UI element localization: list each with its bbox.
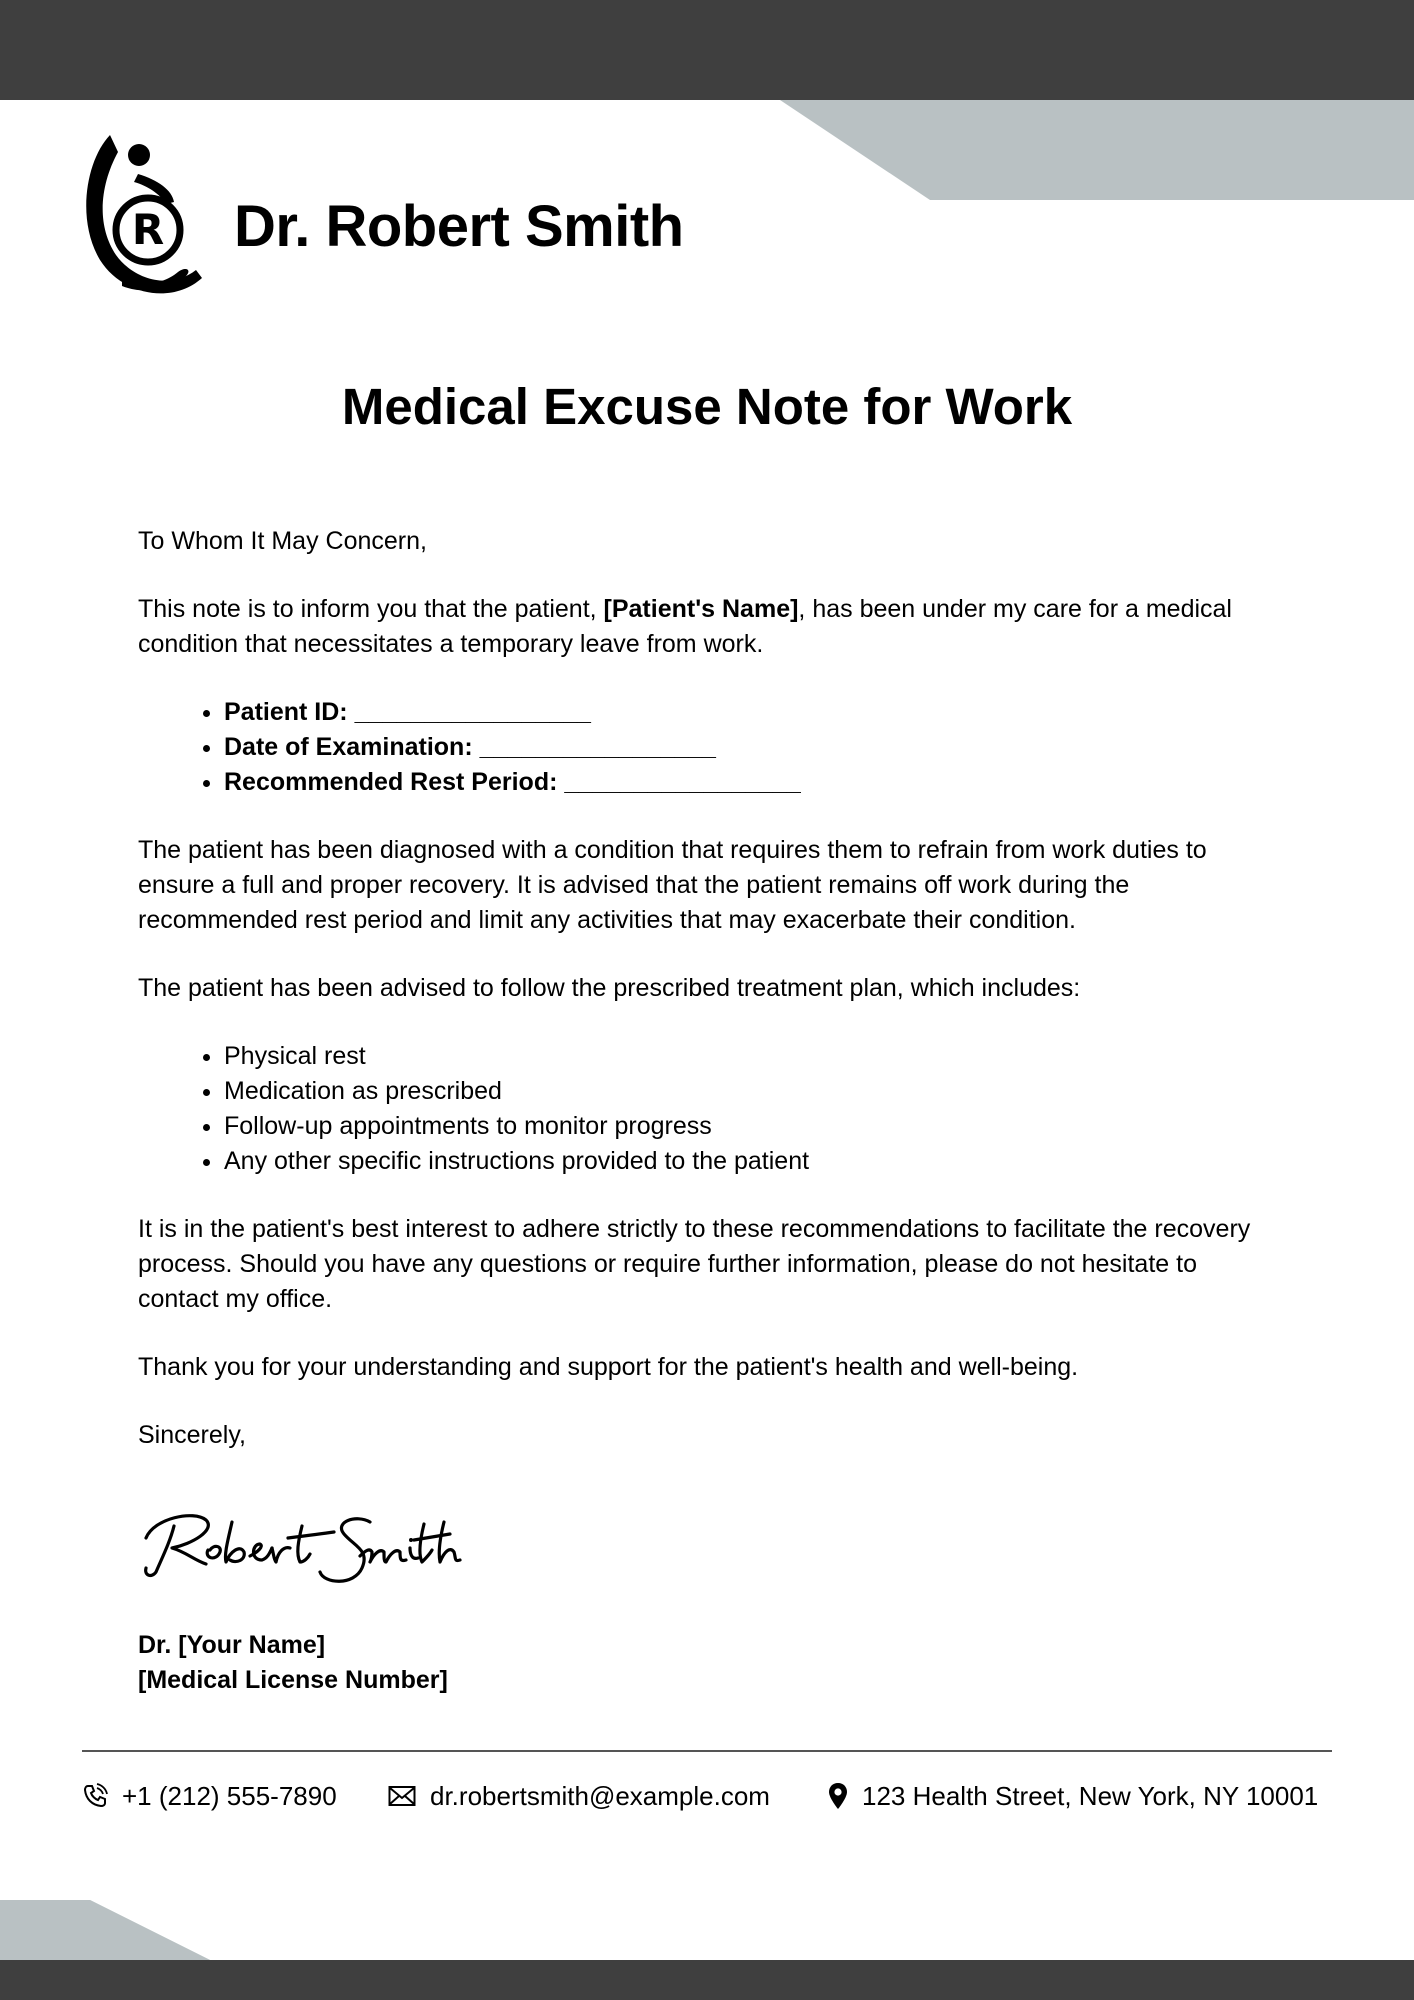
email-address: dr.robertsmith@example.com (430, 1781, 770, 1811)
best-interest-paragraph: It is in the patient's best interest to adhere strictly to these recommendations to facilitate the recovery process. Should you have any questions or require further information, please do not hesitate to contact my office. (138, 1215, 1251, 1313)
handwritten-signature (134, 1492, 464, 1592)
diagnosis-paragraph: The patient has been diagnosed with a condition that requires them to refrain from work duties to ensure a full and proper recovery. It is advised that the patient remains off work during the recommended rest period and limit any activities that may exacerbate their condition. (138, 836, 1207, 934)
footer-divider (82, 1750, 1332, 1752)
mail-icon (388, 1785, 416, 1807)
contact-address (828, 1778, 1318, 1814)
list-item: • Medication as prescribed (224, 1074, 1278, 1109)
intro-text-after: , has been under my care for a medical condition that necessitates a temporary leave from work. (138, 595, 1232, 658)
contact-email (388, 1778, 770, 1814)
list-item: • Any other specific instructions provided to the patient (224, 1144, 1278, 1179)
thanks-paragraph: Thank you for your understanding and support for the patient's health and well-being. (138, 1353, 1079, 1381)
doctor-name: Dr. Robert Smith (234, 194, 684, 259)
patient-name-placeholder: [Patient's Name] (603, 595, 799, 623)
list-item: • Physical rest (224, 1039, 1278, 1074)
document-title: Medical Excuse Note for Work (341, 378, 1073, 435)
location-pin-icon (828, 1782, 848, 1810)
header-accent-shape (0, 0, 1414, 210)
field-label: Patient ID: (224, 698, 355, 726)
field-label: Recommended Rest Period: (224, 768, 565, 796)
phone-icon (82, 1783, 108, 1809)
street-address: 123 Health Street, New York, NY 10001 (862, 1781, 1319, 1811)
signer-license: [Medical License Number] (138, 1666, 448, 1694)
field-rest-period (224, 765, 1278, 800)
field-date-of-examination (224, 730, 1278, 765)
list-item: • Follow-up appointments to monitor progress (224, 1109, 1278, 1144)
footer-dark-bar (0, 1960, 1414, 2000)
patient-fields-list (138, 695, 1278, 800)
signer-name: Dr. [Your Name] (138, 1631, 326, 1659)
intro-text-before: This note is to inform you that the patient, (138, 595, 604, 623)
greeting: To Whom It May Concern, (138, 527, 427, 555)
treatment-plan-paragraph: The patient has been advised to follow the prescribed treatment plan, which includes: (138, 974, 1081, 1002)
field-label: Date of Examination: (224, 733, 480, 761)
clinic-logo-icon (82, 130, 204, 300)
logo-letter: R (131, 205, 165, 254)
field-patient-id (224, 695, 1278, 730)
phone-number: +1 (212) 555-7890 (122, 1781, 337, 1811)
letter-body (138, 524, 1278, 1453)
sign-off: Sincerely, (138, 1421, 246, 1449)
field-blank: _________________ (354, 698, 591, 726)
treatment-plan-list (138, 1039, 1278, 1179)
field-blank: _________________ (479, 733, 716, 761)
intro-paragraph (138, 592, 1278, 662)
signer-block (138, 1628, 448, 1698)
field-blank: _________________ (564, 768, 801, 796)
contact-phone (82, 1778, 337, 1814)
